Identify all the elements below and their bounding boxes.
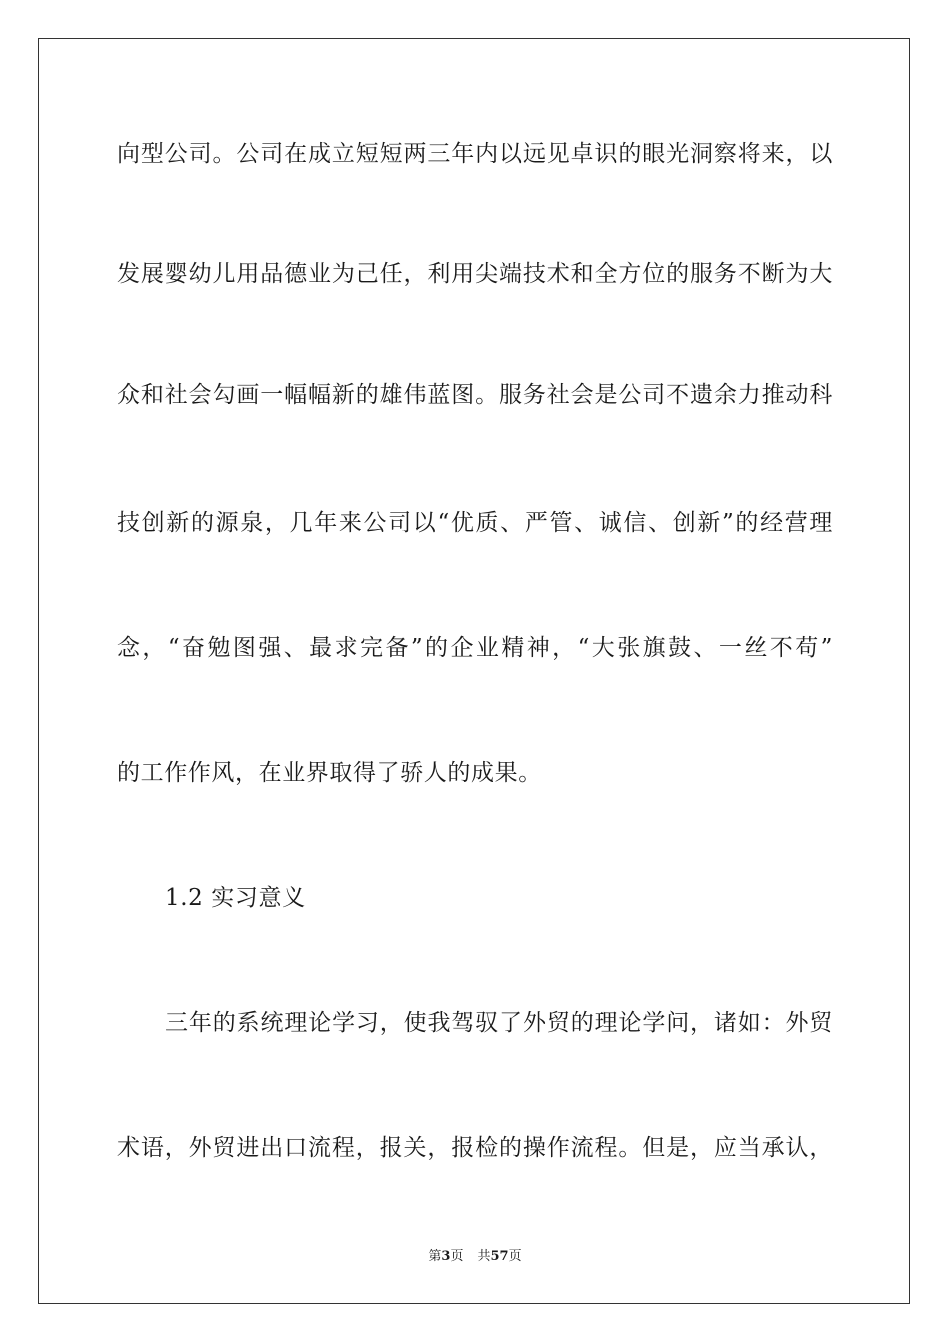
footer-total-pages: 57: [490, 1249, 509, 1264]
paragraph-line-1: 向型公司。公司在成立短短两三年内以远见卓识的眼光洞察将来，以: [117, 141, 833, 167]
footer-page-prefix: 第: [428, 1249, 442, 1264]
page-border: [38, 38, 910, 1304]
paragraph-line-8: 术语，外贸进出口流程，报关，报检的操作流程。但是，应当承认，: [117, 1135, 833, 1161]
paragraph-line-5: 念，“奋勉图强、最求完备”的企业精神，“大张旗鼓、一丝不苟”: [117, 635, 833, 661]
paragraph-line-3: 众和社会勾画一幅幅新的雄伟蓝图。服务社会是公司不遗余力推动科: [117, 382, 833, 408]
footer-total-suffix: 页: [508, 1249, 522, 1264]
paragraph-line-2: 发展婴幼儿用品德业为己任，利用尖端技术和全方位的服务不断为大: [117, 261, 833, 287]
footer-page-suffix: 页: [450, 1249, 464, 1264]
footer-page-number: 3: [441, 1249, 451, 1264]
footer-total-prefix: 共: [477, 1249, 491, 1264]
paragraph-line-7: 三年的系统理论学习，使我驾驭了外贸的理论学问，诸如：外贸: [165, 1010, 833, 1036]
paragraph-line-6: 的工作作风，在业界取得了骄人的成果。: [117, 760, 542, 786]
page-footer: [0, 1248, 950, 1266]
paragraph-line-4: 技创新的源泉，几年来公司以“优质、严管、诚信、创新”的经营理: [117, 510, 833, 536]
section-heading: 1.2 实习意义: [165, 885, 306, 911]
